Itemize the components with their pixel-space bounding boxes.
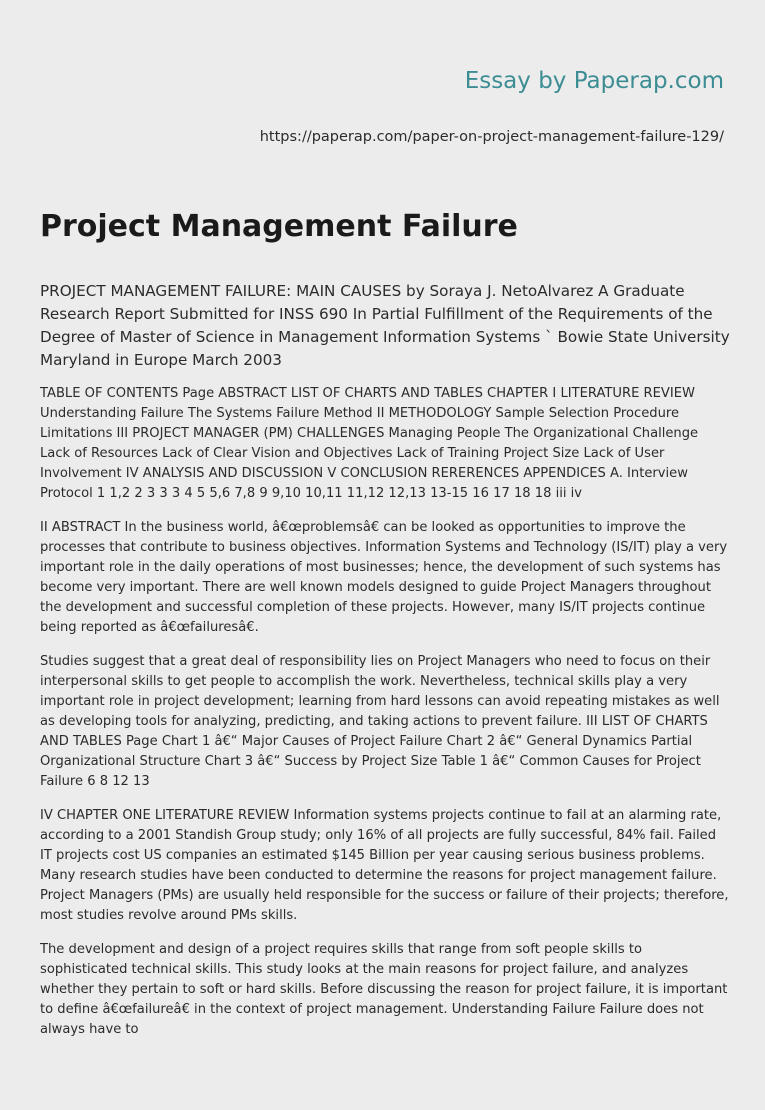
abstract-paragraph: II ABSTRACT In the business world, â€œproblemsâ€ can be looked as opportunities to improve the processes that contribute to business objectives. Information Systems and Technology (IS/IT) play a very important role in the daily operations of most businesses; hence, the development of such systems has become very important. There are well known models designed to guide Project Managers throughout the development and successful completion of these projects. However, many IS/IT projects continue being reported as â€œfailuresâ€. [40, 520, 728, 635]
literature-review-paragraph: IV CHAPTER ONE LITERATURE REVIEW Information systems projects continue to fail at an alarming rate, according to a 2001 Standish Group study; only 16% of all projects are fully successful, 84% fail. Failed IT projects cost US companies an estimated $145 Billion per year causing serious business problems. Many research studies have been conducted to determine the reasons for project management failure. Project Managers (PMs) are usually held responsible for the success or failure of their projects; therefore, most studies revolve around PMs skills. [40, 808, 729, 923]
table-of-contents-paragraph: TABLE OF CONTENTS Page ABSTRACT LIST OF CHARTS AND TABLES CHAPTER I LITERATURE REVIEW Understanding Failure The Systems Failure Method II METHODOLOGY Sample Selection Procedure Limitations III PROJECT MANAGER (PM) CHALLENGES Managing People The Organizational Challenge Lack of Resources Lack of Clear Vision and Objectives Lack of Training Project Size Lack of User Involvement IV ANALYSIS AND DISCUSSION V CONCLUSION RERERENCES APPENDICES A. Interview Protocol 1 1,2 2 3 3 3 4 5 5,6 7,8 9 9,10 10,11 11,12 12,13 13-15 16 17 18 18 iii iv [40, 386, 699, 501]
lead-paragraph: PROJECT MANAGEMENT FAILURE: MAIN CAUSES by Soraya J. NetoAlvarez A Graduate Research Report Submitted for INSS 690 In Partial Fulfillment of the Requirements of the Degree of Master of Science in Management Information Systems ` Bowie State University Maryland in Europe March 2003 [40, 282, 730, 369]
page-title: Project Management Failure [40, 209, 518, 244]
development-paragraph: The development and design of a project requires skills that range from soft people skills to sophisticated technical skills. This study looks at the main reasons for project failure, and analyzes whether they pertain to soft or hard skills. Before discussing the reason for project failure, it is important to define â€œfailureâ€ in the context of project management. Understanding Failure Failure does not always have to [40, 942, 728, 1037]
source-url[interactable]: https://paperap.com/paper-on-project-management-failure-129/ [259, 129, 724, 145]
site-brand[interactable]: Essay by Paperap.com [464, 68, 724, 94]
studies-paragraph: Studies suggest that a great deal of responsibility lies on Project Managers who need to focus on their interpersonal skills to get people to accomplish the work. Nevertheless, technical skills play a very important role in project development; learning from hard lessons can avoid repeating mistakes as well as developing tools for analyzing, predicting, and taking actions to prevent failure. III LIST OF CHARTS AND TABLES Page Chart 1 â€“ Major Causes of Project Failure Chart 2 â€“ General Dynamics Partial Organizational Structure Chart 3 â€“ Success by Project Size Table 1 â€“ Common Causes for Project Failure 6 8 12 13 [40, 654, 720, 789]
